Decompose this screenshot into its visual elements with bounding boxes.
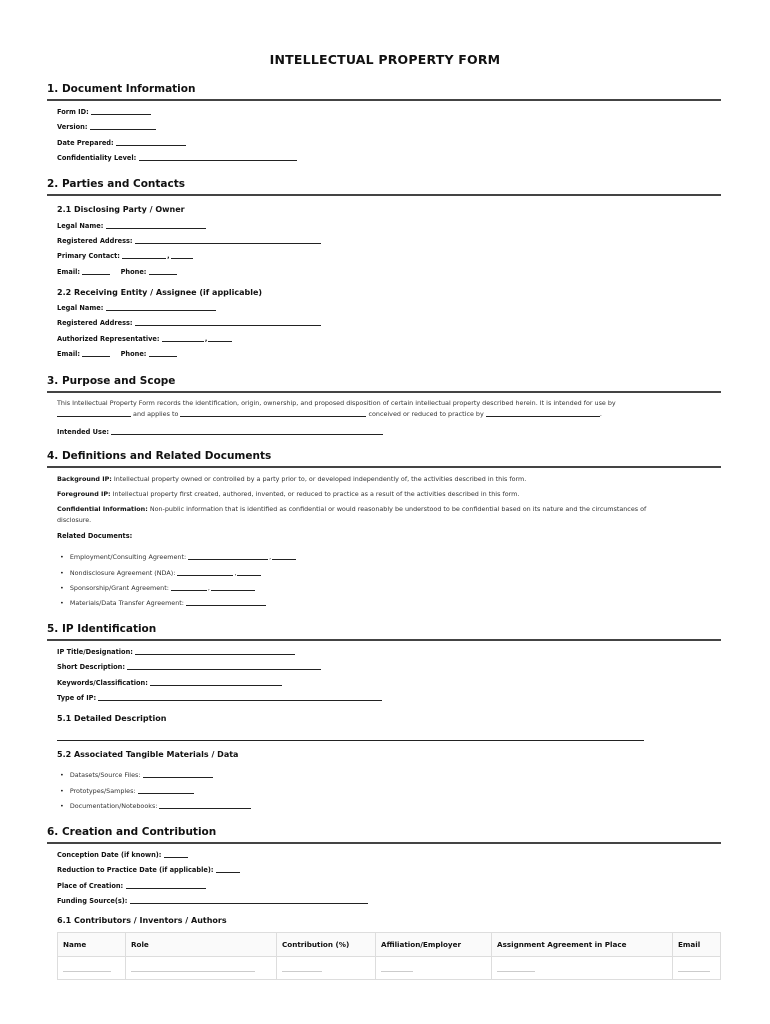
- material-datasets: [60, 770, 213, 779]
- cell-role[interactable]: [126, 957, 277, 980]
- funding-source-field: [57, 896, 368, 905]
- intended-use-input[interactable]: [111, 427, 383, 435]
- form-id-label: Form ID:: [57, 108, 89, 116]
- place-of-creation-input[interactable]: [126, 881, 206, 889]
- owner-address-field: [57, 236, 321, 245]
- background-ip-definition: Intellectual property owned or controlled by a party prior to, or developed independently of, the activities described in this form.: [113, 475, 527, 483]
- column-header-email: Email: [673, 933, 721, 957]
- column-header-name: Name: [58, 933, 126, 957]
- keywords-label: Keywords/Classification:: [57, 679, 148, 687]
- authorized-rep-name-input[interactable]: [162, 334, 204, 342]
- legal-name-label: Legal Name:: [57, 222, 104, 230]
- definition-confidential-info: [57, 504, 677, 526]
- confidentiality-label: Confidentiality Level:: [57, 154, 137, 162]
- place-of-creation-label: Place of Creation:: [57, 882, 124, 890]
- material-prototypes: [60, 786, 194, 795]
- intended-use-field: [57, 427, 383, 436]
- confidential-info-definition: Non-public information that is identified as confidential or would reasonably be understood to be confidential based on its nature and the circumstances of disclosure.: [57, 505, 647, 524]
- cell-name[interactable]: [58, 957, 126, 980]
- keywords-field: [57, 678, 282, 687]
- version-input[interactable]: [90, 122, 156, 130]
- prototypes-input[interactable]: [138, 786, 194, 794]
- ip-title-field: [57, 647, 295, 656]
- page-title: INTELLECTUAL PROPERTY FORM: [269, 52, 501, 67]
- email-label: Email:: [57, 268, 80, 276]
- assignee-phone-input[interactable]: [149, 349, 177, 357]
- subheading-contributors: 6.1 Contributors / Inventors / Authors: [57, 916, 227, 925]
- confidential-info-term: Confidential Information:: [57, 505, 148, 513]
- confidentiality-field: [57, 153, 297, 162]
- mta-label: Materials/Data Transfer Agreement:: [69, 599, 184, 607]
- material-documentation: [60, 801, 251, 810]
- keywords-input[interactable]: [150, 678, 282, 686]
- primary-contact-title-input[interactable]: [171, 251, 193, 259]
- section-heading-purpose: 3. Purpose and Scope: [47, 375, 721, 393]
- ip-type-field: [57, 693, 382, 702]
- assignee-email-phone-field: [57, 349, 177, 358]
- comma-separator: ,: [269, 553, 272, 561]
- intended-use-label: Intended Use:: [57, 428, 110, 436]
- sponsorship-date-input[interactable]: [211, 583, 255, 591]
- place-of-creation-field: [57, 881, 206, 890]
- version-field: [57, 122, 156, 131]
- related-doc-employment: [60, 552, 296, 561]
- documentation-label: Documentation/Notebooks:: [69, 802, 158, 810]
- cell-email[interactable]: [673, 957, 721, 980]
- applies-to-text: and applies to: [133, 410, 179, 418]
- owner-email-phone-field: [57, 267, 177, 276]
- definition-foreground-ip: [57, 489, 707, 500]
- reduction-date-label: Reduction to Practice Date (if applicable):: [57, 866, 214, 874]
- comma-separator: ,: [204, 335, 208, 343]
- short-description-input[interactable]: [127, 662, 321, 670]
- assignee-legal-name-input[interactable]: [106, 303, 216, 311]
- funding-source-input[interactable]: [130, 896, 368, 904]
- date-prepared-input[interactable]: [116, 138, 186, 146]
- column-header-assignment: Assignment Agreement in Place: [492, 933, 673, 957]
- confidentiality-input[interactable]: [139, 153, 297, 161]
- employment-agreement-date-input[interactable]: [272, 552, 296, 560]
- phone-label: Phone:: [120, 350, 147, 358]
- prototypes-label: Prototypes/Samples:: [69, 787, 136, 795]
- datasets-input[interactable]: [143, 770, 213, 778]
- detailed-description-input[interactable]: [57, 733, 644, 741]
- assignee-address-input[interactable]: [135, 318, 321, 326]
- authorized-rep-title-input[interactable]: [208, 334, 232, 342]
- reduction-date-field: [57, 865, 240, 874]
- primary-contact-label: Primary Contact:: [57, 252, 120, 260]
- version-label: Version:: [57, 123, 88, 131]
- cell-contribution[interactable]: [277, 957, 376, 980]
- contributors-table: [57, 932, 721, 980]
- ip-title-label: IP Title/Designation:: [57, 648, 133, 656]
- sponsorship-input[interactable]: [171, 583, 207, 591]
- intended-user-input[interactable]: [57, 409, 131, 417]
- owner-email-input[interactable]: [82, 267, 110, 275]
- foreground-ip-definition: Intellectual property first created, authored, invented, or reduced to practice as a result of the activities described in this form.: [112, 490, 520, 498]
- column-header-contribution: Contribution (%): [277, 933, 376, 957]
- authorized-rep-field: [57, 334, 232, 343]
- related-doc-nda: [60, 568, 261, 577]
- assignee-address-field: [57, 318, 321, 327]
- owner-legal-name-input[interactable]: [106, 221, 206, 229]
- mta-input[interactable]: [186, 598, 266, 606]
- owner-phone-input[interactable]: [149, 267, 177, 275]
- conceived-by-input[interactable]: [486, 409, 600, 417]
- date-prepared-field: [57, 138, 186, 147]
- column-header-role: Role: [126, 933, 277, 957]
- reduction-date-input[interactable]: [216, 865, 240, 873]
- documentation-input[interactable]: [159, 801, 251, 809]
- subheading-disclosing-party: 2.1 Disclosing Party / Owner: [57, 205, 185, 214]
- comma-separator: ,: [207, 584, 210, 592]
- related-doc-mta: [60, 598, 266, 607]
- funding-source-label: Funding Source(s):: [57, 897, 128, 905]
- comma-separator: ,: [234, 569, 237, 577]
- conceived-text: conceived or reduced to practice by: [368, 410, 484, 418]
- definition-background-ip: [57, 474, 707, 485]
- section-heading-creation: 6. Creation and Contribution: [47, 826, 721, 844]
- table-row: [58, 957, 721, 980]
- employment-agreement-input[interactable]: [188, 552, 268, 560]
- authorized-rep-label: Authorized Representative:: [57, 335, 160, 343]
- table-header-row: [58, 933, 721, 957]
- email-label: Email:: [57, 350, 80, 358]
- form-id-input[interactable]: [91, 107, 151, 115]
- purpose-text: This Intellectual Property Form records the identification, origin, ownership, and proposed disposition of certain intellectual property described herein. It is intended for use by: [57, 399, 616, 407]
- related-documents-label: Related Documents:: [57, 532, 133, 540]
- nda-date-input[interactable]: [237, 568, 261, 576]
- cell-assignment[interactable]: [492, 957, 673, 980]
- registered-address-label: Registered Address:: [57, 237, 133, 245]
- datasets-label: Datasets/Source Files:: [69, 771, 141, 779]
- primary-contact-name-input[interactable]: [122, 251, 166, 259]
- conception-date-label: Conception Date (if known):: [57, 851, 162, 859]
- background-ip-term: Background IP:: [57, 475, 112, 483]
- subheading-receiving-entity: 2.2 Receiving Entity / Assignee (if applicable): [57, 288, 263, 297]
- nda-label: Nondisclosure Agreement (NDA):: [69, 569, 176, 577]
- conception-date-field: [57, 850, 188, 859]
- form-id-field: [57, 107, 151, 116]
- cell-affiliation[interactable]: [376, 957, 492, 980]
- period-text: .: [599, 410, 602, 418]
- section-heading-document-information: 1. Document Information: [47, 83, 721, 101]
- phone-label: Phone:: [120, 268, 147, 276]
- date-prepared-label: Date Prepared:: [57, 139, 114, 147]
- subheading-detailed-description: 5.1 Detailed Description: [57, 714, 167, 723]
- short-description-field: [57, 662, 321, 671]
- owner-legal-name-field: [57, 221, 206, 230]
- comma-separator: ,: [167, 252, 170, 260]
- column-header-affiliation: Affiliation/Employer: [376, 933, 492, 957]
- legal-name-label: Legal Name:: [57, 304, 104, 312]
- section-heading-ip-identification: 5. IP Identification: [47, 623, 721, 641]
- short-description-label: Short Description:: [57, 663, 125, 671]
- purpose-paragraph: [57, 398, 707, 420]
- assignee-legal-name-field: [57, 303, 216, 312]
- sponsorship-label: Sponsorship/Grant Agreement:: [69, 584, 169, 592]
- section-heading-parties: 2. Parties and Contacts: [47, 178, 721, 196]
- conception-date-input[interactable]: [164, 850, 188, 858]
- ip-title-input[interactable]: [135, 647, 295, 655]
- assignee-email-input[interactable]: [82, 349, 110, 357]
- section-heading-definitions: 4. Definitions and Related Documents: [47, 450, 721, 468]
- registered-address-label: Registered Address:: [57, 319, 133, 327]
- primary-contact-field: [57, 251, 193, 260]
- subheading-tangible-materials: 5.2 Associated Tangible Materials / Data: [57, 750, 239, 759]
- applies-to-input[interactable]: [180, 409, 366, 417]
- ip-type-input[interactable]: [98, 693, 382, 701]
- owner-address-input[interactable]: [135, 236, 321, 244]
- employment-agreement-label: Employment/Consulting Agreement:: [69, 553, 187, 561]
- foreground-ip-term: Foreground IP:: [57, 490, 111, 498]
- nda-input[interactable]: [177, 568, 233, 576]
- ip-type-label: Type of IP:: [57, 694, 97, 702]
- related-doc-sponsorship: [60, 583, 255, 592]
